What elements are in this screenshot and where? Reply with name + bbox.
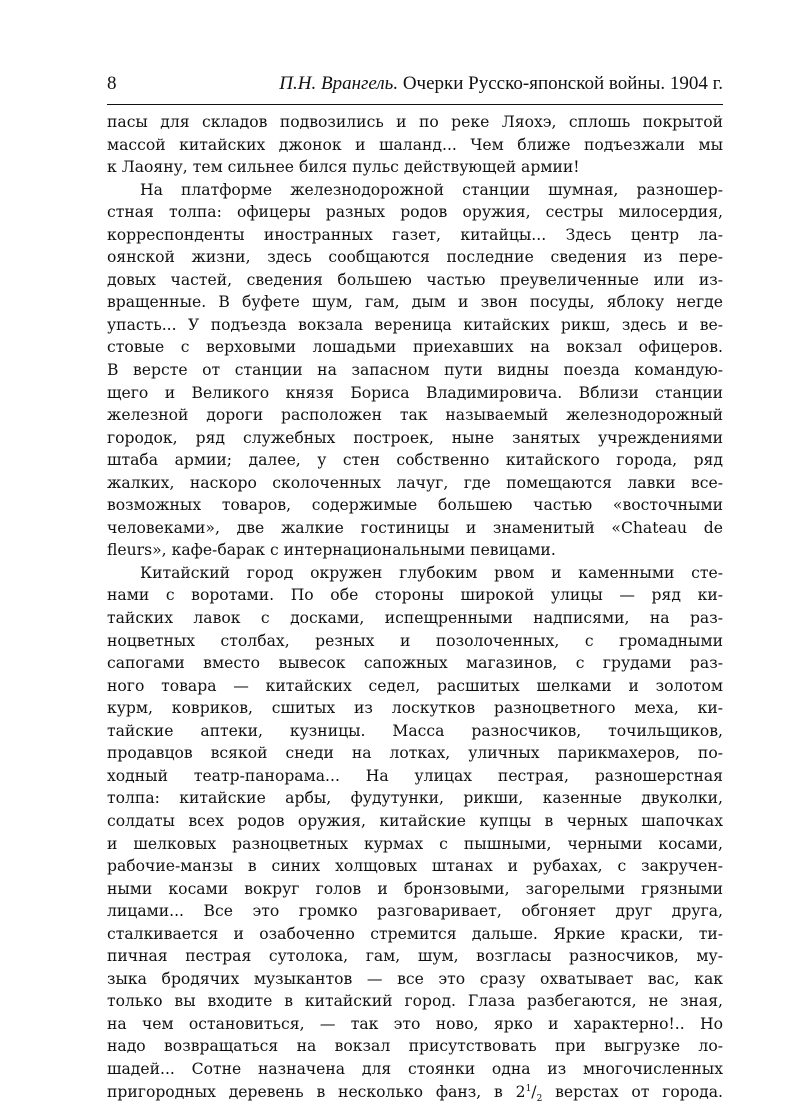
author-name: П.Н. Врангель. xyxy=(279,73,399,94)
text-line: возможных товаров, содержимые большею частью «восточными xyxy=(107,496,723,515)
fraction-slash: / xyxy=(531,1082,537,1101)
text-line: рабочие-манзы в синих холщовых штанах и рубахах, с закручен- xyxy=(107,857,723,876)
final-line-end: верстах от города. xyxy=(542,1082,723,1101)
text-line: толпа: китайские арбы, фудутунки, рикши, казенные двуколки, xyxy=(107,789,723,808)
text-line: лицами... Все это громко разговаривает, обгоняет друг друга, xyxy=(107,902,723,921)
text-line: солдаты всех родов оружия, китайские купцы в черных шапочках xyxy=(107,811,723,830)
text-line: штаба армии; далее, у стен собственно китайского города, ряд xyxy=(107,451,723,470)
text-line: оянской жизни, здесь сообщаются последние сведения из пере- xyxy=(107,248,723,267)
text-line: стная толпа: офицеры разных родов оружия, сестры милосердия, xyxy=(107,203,723,222)
text-line: ного товара — китайских седел, расшитых шелками и золотом xyxy=(107,676,723,695)
text-line: к Лаояну, тем сильнее бился пульс действующей армии! xyxy=(107,158,580,177)
text-line: тайские аптеки, кузницы. Масса разносчиков, точильщиков, xyxy=(107,721,723,740)
header-rule xyxy=(107,104,723,105)
text-line: сталкивается и озабоченно стремится дальше. Яркие краски, ти- xyxy=(107,924,723,943)
running-header xyxy=(107,70,723,98)
text-line: зыка бродячих музыкантов — все это сразу охватывает вас, как xyxy=(107,969,723,988)
text-line: В версте от станции на запасном пути видны поезда командую- xyxy=(107,361,723,380)
text-line: курм, ковриков, сшитых из лоскутков разноцветного меха, ки- xyxy=(107,699,723,718)
text-line: человеками», две жалкие гостиницы и знаменитый «Chateau de xyxy=(107,518,723,537)
book-title: Очерки Русско-японской войны. 1904 г. xyxy=(402,73,723,94)
text-line: ходный театр-панорама... На улицах пестрая, разношерстная xyxy=(107,766,723,785)
text-line: массой китайских джонок и шаланд... Чем ближе подъезжали мы xyxy=(107,135,723,154)
text-line: надо возвращаться на вокзал присутствовать при выгрузке ло- xyxy=(107,1037,723,1056)
fraction-numerator: 1 xyxy=(525,1083,532,1094)
body-text xyxy=(107,111,723,1103)
text-line: только вы входите в китайский город. Глаза разбегаются, не зная, xyxy=(107,992,723,1011)
text-line: сапогами вместо вывесок сапожных магазинов, с грудами раз- xyxy=(107,654,723,673)
text-line: тайских лавок с досками, испещренными надписями, на раз- xyxy=(107,609,723,628)
text-line: корреспонденты иностранных газет, китайцы... Здесь центр ла- xyxy=(107,225,723,244)
text-line: нами с воротами. По обе стороны широкой улицы — ряд ки- xyxy=(107,586,723,605)
paragraph-start-line: На платформе железнодорожной станции шумная, разношер- xyxy=(140,180,723,199)
fraction-denominator: 2 xyxy=(536,1093,543,1104)
text-line: шадей... Сотне назначена для стоянки одна из многочисленных xyxy=(107,1059,723,1078)
text-line: пасы для складов подвозились и по реке Ляохэ, сплошь покрытой xyxy=(107,113,723,131)
text-line: городок, ряд служебных построек, ныне занятых учреждениями xyxy=(107,428,723,447)
text-line: железной дороги расположен так называемый железнодорожный xyxy=(107,406,723,425)
text-line: упасть... У подъезда вокзала вереница китайских рикш, здесь и ве- xyxy=(107,315,723,334)
text-line: продавцов всякой снеди на лотках, уличных парикмахеров, по- xyxy=(107,744,723,763)
final-text-line xyxy=(107,1081,723,1104)
text-line: довых частей, сведения большею частью преувеличенные или из- xyxy=(107,270,723,289)
text-line: на чем остановиться, — так это ново, ярко и характерно!.. Но xyxy=(107,1014,723,1033)
text-line: fleurs», кафе-барак с интернациональными певицами. xyxy=(107,541,556,560)
text-line: пичная пестрая сутолока, гам, шум, возгласы разносчиков, му- xyxy=(107,947,723,966)
text-line: стовые с верховыми лошадьми приехавших на вокзал офицеров. xyxy=(107,338,723,357)
text-line: ноцветных столбах, резных и позолоченных, с громадными xyxy=(107,631,723,650)
text-line: ными косами вокруг голов и бронзовыми, загорелыми грязными xyxy=(107,879,723,898)
paragraph-start-line: Китайский город окружен глубоким рвом и каменными сте- xyxy=(140,563,723,582)
book-page xyxy=(107,70,723,1103)
running-title xyxy=(279,70,723,98)
text-line: и шелковых разноцветных курмах с пышными, черными косами, xyxy=(107,834,723,853)
text-line: щего и Великого князя Бориса Владимировича. Вблизи станции xyxy=(107,383,723,402)
final-line-start: пригородных деревень в несколько фанз, в 2 xyxy=(107,1082,526,1101)
page-number: 8 xyxy=(107,73,117,94)
text-line: вращенные. В буфете шум, гам, дым и звон посуды, яблоку негде xyxy=(107,293,723,312)
text-line: жалких, наскоро сколоченных лачуг, где помещаются лавки все- xyxy=(107,473,723,492)
